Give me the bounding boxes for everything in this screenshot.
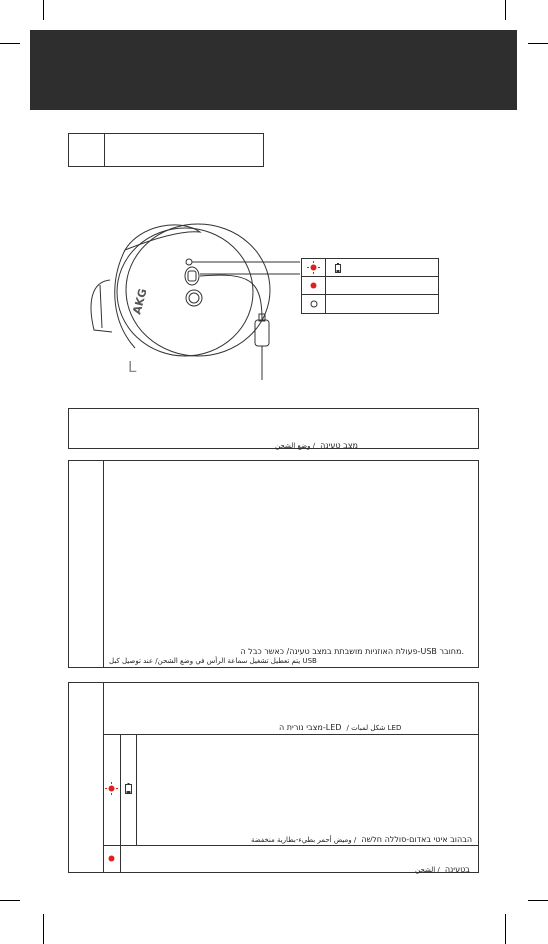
usb-plug — [255, 320, 269, 346]
legend-row-off — [302, 295, 438, 313]
charging-mode-box: מצב טעינה / وضع الشحن — [68, 408, 479, 449]
crop-mark — [528, 900, 548, 901]
legend-row-blinking — [302, 259, 438, 277]
legend-row-solid — [302, 277, 438, 295]
crop-mark — [0, 43, 20, 44]
earcup-body — [125, 225, 200, 250]
section-title-box — [68, 133, 264, 167]
table-header-arabic: شكل لمبات LED — [351, 724, 402, 732]
note-divider — [103, 461, 104, 667]
power-button — [186, 290, 202, 306]
led-indicator — [186, 259, 192, 265]
crop-mark — [505, 0, 506, 20]
charging-hebrew: בטעינה — [444, 865, 470, 874]
crop-mark — [43, 0, 44, 20]
blinking-red-led-icon — [307, 261, 320, 274]
solid-red-led-icon — [310, 282, 317, 289]
table-row-charging: בטעינה / الشحن — [103, 845, 478, 872]
mode-hebrew: מצב טעינה — [320, 441, 358, 450]
solid-red-led-icon — [108, 855, 115, 862]
earcup-outer — [126, 224, 270, 356]
blinking-red-led-icon — [105, 782, 118, 795]
usb-port — [185, 267, 199, 285]
battery-icon — [125, 783, 132, 794]
table-header-hebrew: מצבי נורית ה-LED — [279, 723, 342, 732]
earcup-illustration — [80, 210, 300, 385]
title-divider — [104, 134, 105, 166]
usb-note-box — [68, 460, 479, 668]
crop-mark — [43, 914, 44, 944]
note-arabic: يتم تعطيل تشغيل سماعة الرأس في وضع الشحن/ عند توصيل كبل USB — [109, 657, 317, 665]
crop-mark — [0, 900, 20, 901]
led-off-icon — [310, 300, 318, 308]
crop-mark — [528, 43, 548, 44]
battery-icon — [335, 263, 341, 273]
low-battery-arabic: وميض أحمر بطيء-بطارية منخفضة — [251, 836, 352, 844]
table-row-low-battery: הבהוב איטי באדום-סוללה חלשה / وميض أحمر بطيء-بطارية منخفضة — [103, 734, 478, 845]
crop-mark — [505, 914, 506, 944]
header-band — [30, 30, 517, 110]
led-legend — [301, 258, 439, 314]
low-battery-hebrew: הבהוב איטי באדום-סוללה חלשה — [361, 835, 473, 844]
mode-arabic: وضع الشحن — [275, 442, 311, 450]
led-status-table: מצבי נורית ה-LED / شكل لمبات LED הבהוב איטי באדום-סוללה חלשה / وميض أحمر بطيء-بطارية منخفضة בטעינה / الشحن — [68, 682, 479, 873]
brand-logo: AKG — [130, 287, 150, 316]
charging-arabic: الشحن — [415, 866, 436, 874]
note-hebrew: פעולת האוזניות מושבתת במצב טעינה/ כאשר כבל ה-USB מחובר. — [240, 647, 464, 656]
side-label: L — [128, 358, 137, 376]
